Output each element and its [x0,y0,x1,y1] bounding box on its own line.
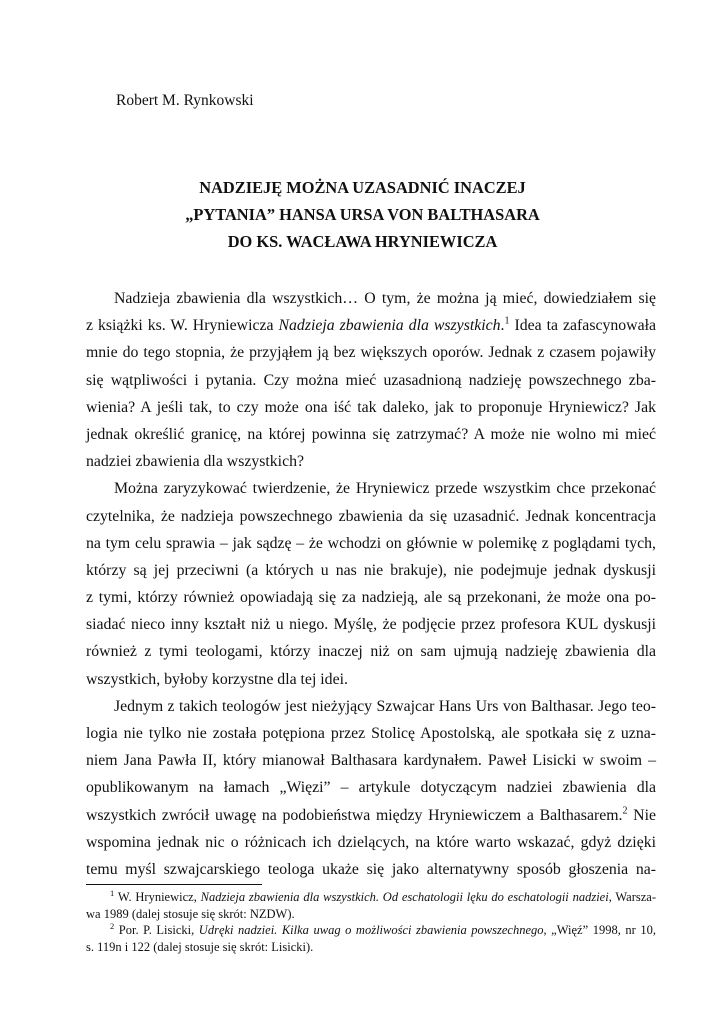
footnote [86,922,656,939]
text-run: , „Więź” 1998, nr 10, [543,923,656,938]
text-line: również z tymi teologami, którzy inaczej niż on sam ujmują nadzieję zbawienia dla [86,643,656,661]
text-line: którzy są jej przeciwni (a których u nas nie brakuje), nie podejmuje jednak dyskusji [86,561,656,579]
text-line: z tymi, którzy również opowiadają się za nadzieją, ale są przekonani, że może ona po- [86,589,656,607]
title-line: NADZIEJĘ MOŻNA UZASADNIĆ INACZEJ [199,178,526,197]
footnote-separator [86,884,262,885]
text-line: na tym celu sprawia – jak sądzę – że wchodzi on głównie w polemikę z poglądami tych, [86,534,656,552]
text-line: wspomina jednak nic o różnicach ich dzielących, na które warto wskazać, gdyż dzięki [86,833,656,851]
footnotes [86,889,656,955]
text-line: Można zaryzykować twierdzenie, że Hryniewicz przede wszystkim chce przekonać [114,480,656,498]
text-run: W. Hryniewicz, [114,890,201,904]
author-name: Robert M. Rynkowski [116,92,254,109]
text-line: opublikowanym na łamach „Więzi” – artykule dotyczącym nadziei zbawienia dla [86,779,656,797]
footnote-number: 2 [110,921,115,932]
text-line: Jednym z takich teologów jest nieżyjący Szwajcar Hans Urs von Balthasar. Jego teo- [114,697,656,715]
text-line: się wątpliwości i pytania. Czy można mieć uzasadnioną nadzieję powszechnego zba- [86,371,656,389]
text-line: Nadzieja zbawienia dla wszystkich… O tym, że można ją mieć, dowiedziałem się [114,290,656,307]
text-line: niem Jana Pawła II, który mianował Balthasara kardynałem. Paweł Lisicki w swoim – [86,752,656,770]
footnote [86,889,656,906]
text-run: Idea ta zafascynowała [509,317,656,335]
footnote-number: 1 [110,887,115,898]
title-line: DO KS. WACŁAWA HRYNIEWICZA [227,232,498,251]
text-line [86,312,656,339]
cited-title: Udręki nadziei. Kilka uwag o możliwości zbawienia powszechnego [198,923,544,938]
text-line: nadziei zbawienia dla wszystkich? [86,453,304,471]
text-run: . [500,317,505,335]
article-title [0,174,725,255]
text-line: wienia? A jeśli tak, to czy może ona iść tak daleko, jak to proponuje Hryniewicz? Jak [86,398,656,416]
text-run: z książki ks. W. Hryniewicza [86,317,279,335]
text-run: Nie [627,806,656,824]
text-line: siadać nieco inny kształt niż u niego. Myślę, że podjęcie przez profesora KUL dyskusji [86,616,656,634]
text-line: logia nie tylko nie została potępiona przez Stolicę Apostolską, ale spotkała się z uzna- [86,725,656,742]
article-body [86,285,656,883]
text-line [86,802,656,829]
cited-title: Nadzieja zbawienia dla wszystkich. Od eschatologii lęku do eschatologii nadziei [200,890,609,904]
title-line: „PYTANIA” HANSA URSA VON BALTHASARA [185,205,540,224]
footnote-continuation: wa 1989 (dalej stosuje się skrót: NZDW). [86,906,295,921]
footnote-continuation: s. 119n i 122 (dalej stosuje się skrót: Lisicki). [86,939,314,954]
footnote-ref[interactable]: 1 [504,315,510,327]
footnote-ref[interactable]: 2 [622,805,628,817]
text-run: Por. P. Lisicki, [114,923,199,938]
text-line: wszystkich, byłoby korzystne dla tej idei. [86,670,348,688]
text-run: wszystkich zwrócił uwagę na podobieństwa między Hryniewiczem a Balthasarem. [86,806,623,824]
text-line: czytelnika, że nadzieja powszechnego zbawienia da się uzasadnić. Jednak koncentracja [86,507,656,525]
text-line: jednak określić granicę, na której powinna się zatrzymać? A może nie wolno mi mieć [86,425,656,443]
text-line: temu myśl szwajcarskiego teologa ukaże się jako alternatywny sposób głoszenia na- [86,860,656,878]
text-line: mnie do tego stopnia, że przyjąłem ją bez większych oporów. Jednak z czasem pojawiły [86,344,656,362]
text-run: , Warsza- [608,890,657,904]
book-title: Nadzieja zbawienia dla wszystkich [278,317,501,335]
